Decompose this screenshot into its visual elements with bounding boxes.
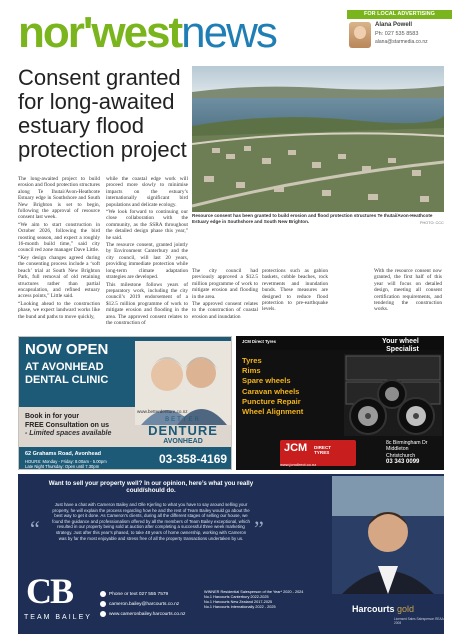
paragraph: The city council had previously approved a $12.5 million programme of work to mitigate erosion and flooding in the area. <box>192 268 258 300</box>
advertising-contact <box>347 10 452 54</box>
cb-monogram: CB <box>26 571 73 611</box>
advertiser-phone[interactable]: Ph: 027 535 8583 <box>375 31 419 37</box>
advertiser-name: Alana Powell <box>375 22 413 28</box>
email-icon <box>100 601 106 607</box>
address-line-2: Middleton <box>386 446 409 453</box>
jcm-tyres-ad[interactable] <box>236 336 444 470</box>
phone-contact[interactable] <box>100 590 185 600</box>
paragraph: “Key design changes agreed during the consenting process include a ‘soft beach’ trial at South New Brighton Park, full removal of old retaining structures rather than partial encapsulation, and refined estuary access points,” Little said. <box>18 254 100 300</box>
photo-credit: PHOTO: CCC <box>420 221 444 225</box>
jcm-logo-subtext <box>314 445 331 455</box>
testimonial-title: Want to sell your property well? In our opinion, here’s what you really could/should do. <box>48 480 254 495</box>
agent-portrait <box>332 476 444 594</box>
advertiser-email[interactable]: alana@starmedia.co.nz <box>375 39 428 45</box>
contact-details <box>100 590 185 620</box>
services-list <box>242 356 303 417</box>
team-bailey-name: TEAM BAILEY <box>24 614 92 621</box>
paragraph: while the coastal edge work will proceed more slowly to minimise impacts on the estuary’s internationally significant bird populations and delicate ecology. <box>106 176 188 208</box>
phone-icon <box>100 591 106 597</box>
paragraph: This milestone follows years of preparatory work, including the city council’s 2019 endorsement of a $12.5 million programme of work to mitigate erosion and flooding in the area. The approved consent relates to the construction of <box>106 281 188 326</box>
paragraph: The resource consent, granted jointly by Environment Canterbury and the city council, will last 20 years, providing immediate protection while long-term climate adaptation strategies are developed. <box>106 242 188 281</box>
jcm-phone[interactable]: 03 343 0099 <box>386 459 420 466</box>
address-line-1: 8c Birmingham Dr <box>386 440 428 446</box>
jcm-website[interactable]: www.jcmdirect.co.nz <box>280 462 317 467</box>
newspaper-logo[interactable] <box>18 8 276 58</box>
logo-line-3: AVONHEAD <box>163 438 203 445</box>
service-item: Tyres <box>242 356 262 365</box>
advertising-tag: FOR LOCAL ADVERTISING <box>347 10 452 19</box>
paragraph: The approved consent relates to the construction of coastal erosion and inundation <box>192 301 258 320</box>
dental-website[interactable]: www.betterdenture.co.nz <box>137 409 188 414</box>
award-item: No.1 Harcourts Internationally 2022 - 2025 <box>204 605 276 609</box>
clinic-name-line-2: DENTAL CLINIC <box>25 374 109 386</box>
logo-line-2: DENTURE <box>148 423 218 438</box>
jcm-small-label: JCM Direct Tyres <box>242 339 276 344</box>
award-item: No.1 Harcourts New Zealand 2017-2025 <box>204 600 273 604</box>
close-quote-icon: ” <box>254 516 264 541</box>
logo-part-1: nor'west <box>18 8 182 57</box>
service-item: Rims <box>242 366 261 376</box>
logo-part-2: news <box>181 8 276 57</box>
jcm-address <box>386 440 428 466</box>
testimonial-text: Just have a chat with Cameron Bailey and Olle Kjerling to what you have to say around selling your property, he will explain the process regarding how he and the rest of Team Bailey would go about the best way to get it done. As Cameron’s clients, during all the different stages of selling our house, we found the guidance and professionalism offered by all the members of Team Bailey exceptional, which resulted in our property being sold at auction after completing a successful three week marketing strategy. Just after this year’s phased, to take 48 years of home ownership, working with Cameron was by far the most enjoyable and stress free of all the property transactions undertaken by us. <box>52 502 250 541</box>
jcm-logo-text: JCM <box>284 442 308 454</box>
estuary-aerial-image <box>192 66 444 212</box>
article-column-2 <box>106 176 188 354</box>
award-item: No.1 Harcourts Canterbury 2022-2025 <box>204 595 269 599</box>
clinic-name <box>25 361 108 387</box>
paragraph: The long-awaited project to build erosion and flood protection structures along Te Ihutai/Avon-Heathcote Estuary edge in Southshore and South New Brighton is set to begin, following the approval of resource consent last week. <box>18 176 100 221</box>
offer-line-3: - Limited spaces available <box>25 430 112 437</box>
service-item: Caravan wheels <box>242 386 300 396</box>
gold-text: gold <box>397 604 415 614</box>
heading-line-2: Specialist <box>386 346 419 353</box>
harcourts-gold-logo <box>352 604 414 614</box>
consultation-offer <box>25 413 111 439</box>
paragraph: “Looking ahead to the construction phase, we expect landward works like the bund and paths to move quickly, <box>18 300 100 320</box>
hours-line-2: Late Night Thursday: Open until 7.30pm <box>25 464 100 469</box>
masthead <box>0 0 460 62</box>
logo-subtext-line-1: DIRECT <box>314 445 332 450</box>
service-item: Wheel Alignment <box>242 407 304 417</box>
article-column-1 <box>18 176 100 354</box>
licensed-note: Licensed Sales Salesperson REAA 2008 <box>394 617 444 625</box>
clinic-name-line-1: AT AVONHEAD <box>25 361 104 373</box>
dental-phone[interactable]: 03-358-4169 <box>159 452 228 466</box>
article-headline: Consent granted for long-awaited estuary flood protection project <box>18 65 187 162</box>
web-contact[interactable] <box>100 610 185 620</box>
better-denture-logo <box>137 417 229 445</box>
harcourts-text: Harcourts <box>352 604 395 614</box>
dental-clinic-ad[interactable] <box>18 336 232 470</box>
email-text: cameron.bailey@harcourts.co.nz <box>109 602 180 607</box>
team-bailey-ad[interactable] <box>18 474 444 634</box>
heading-line-1: Your wheel <box>382 338 419 345</box>
dental-hours <box>25 459 107 469</box>
awards-list <box>204 590 303 610</box>
phone-text: Phone or text 027 555 7579 <box>109 592 169 597</box>
award-item: WINNER Residential Salesperson of the Year* 2020 - 2024 <box>204 590 304 594</box>
paragraph: protections such as gabion baskets, cobble beaches, rock revetments and inundation bunds. These measures are designed to reduce flood protection to pre-earthquake levels. <box>262 268 328 313</box>
open-quote-icon: “ <box>30 516 40 541</box>
service-item: Puncture Repair <box>242 396 301 406</box>
web-text: www.cameronbailey.harcourts.co.nz <box>109 612 186 617</box>
email-contact[interactable] <box>100 600 185 610</box>
paragraph: With the resource consent now granted, the first half of this year will focus on detailed design, meeting all consent certification requirements, and tendering the construction works. <box>374 268 442 313</box>
paragraph: “We aim to start construction in October 2026, following the bird roosting season, and expect a roughly 16-month build time,” said city council red zone manager Dave Little. <box>18 221 100 254</box>
logo-subtext-line-2: TYRES <box>314 450 330 455</box>
offer-line-1: Book in for your <box>25 413 80 420</box>
photo-caption: Resource consent has been granted to build erosion and flood protection structures Te Ihutai/Avon-Heathcote Estuary edge in Southshore and South New Brighton. <box>192 213 433 224</box>
service-item: Spare wheels <box>242 376 291 386</box>
advertiser-photo <box>349 22 371 48</box>
paragraph: “We look forward to continuing our close collaboration with the community, as the SSRA throughout the detailed design phase this year,” he said. <box>106 209 188 241</box>
estuary-photo <box>192 66 444 212</box>
globe-icon <box>100 611 106 617</box>
hours-line-1: HOURS: Monday - Friday: 8.00am - 5.00pm <box>25 459 107 464</box>
dental-address: 62 Grahams Road, Avonhead <box>25 451 102 457</box>
tyres-and-wheels-image <box>344 354 442 436</box>
address-line-3: Christchurch <box>386 452 416 459</box>
wheel-specialist-heading <box>382 338 419 354</box>
now-open-heading: NOW OPEN <box>25 341 109 358</box>
logo-line-1: BETTER <box>165 417 201 423</box>
offer-line-2: FREE Consultation on us <box>25 421 109 429</box>
